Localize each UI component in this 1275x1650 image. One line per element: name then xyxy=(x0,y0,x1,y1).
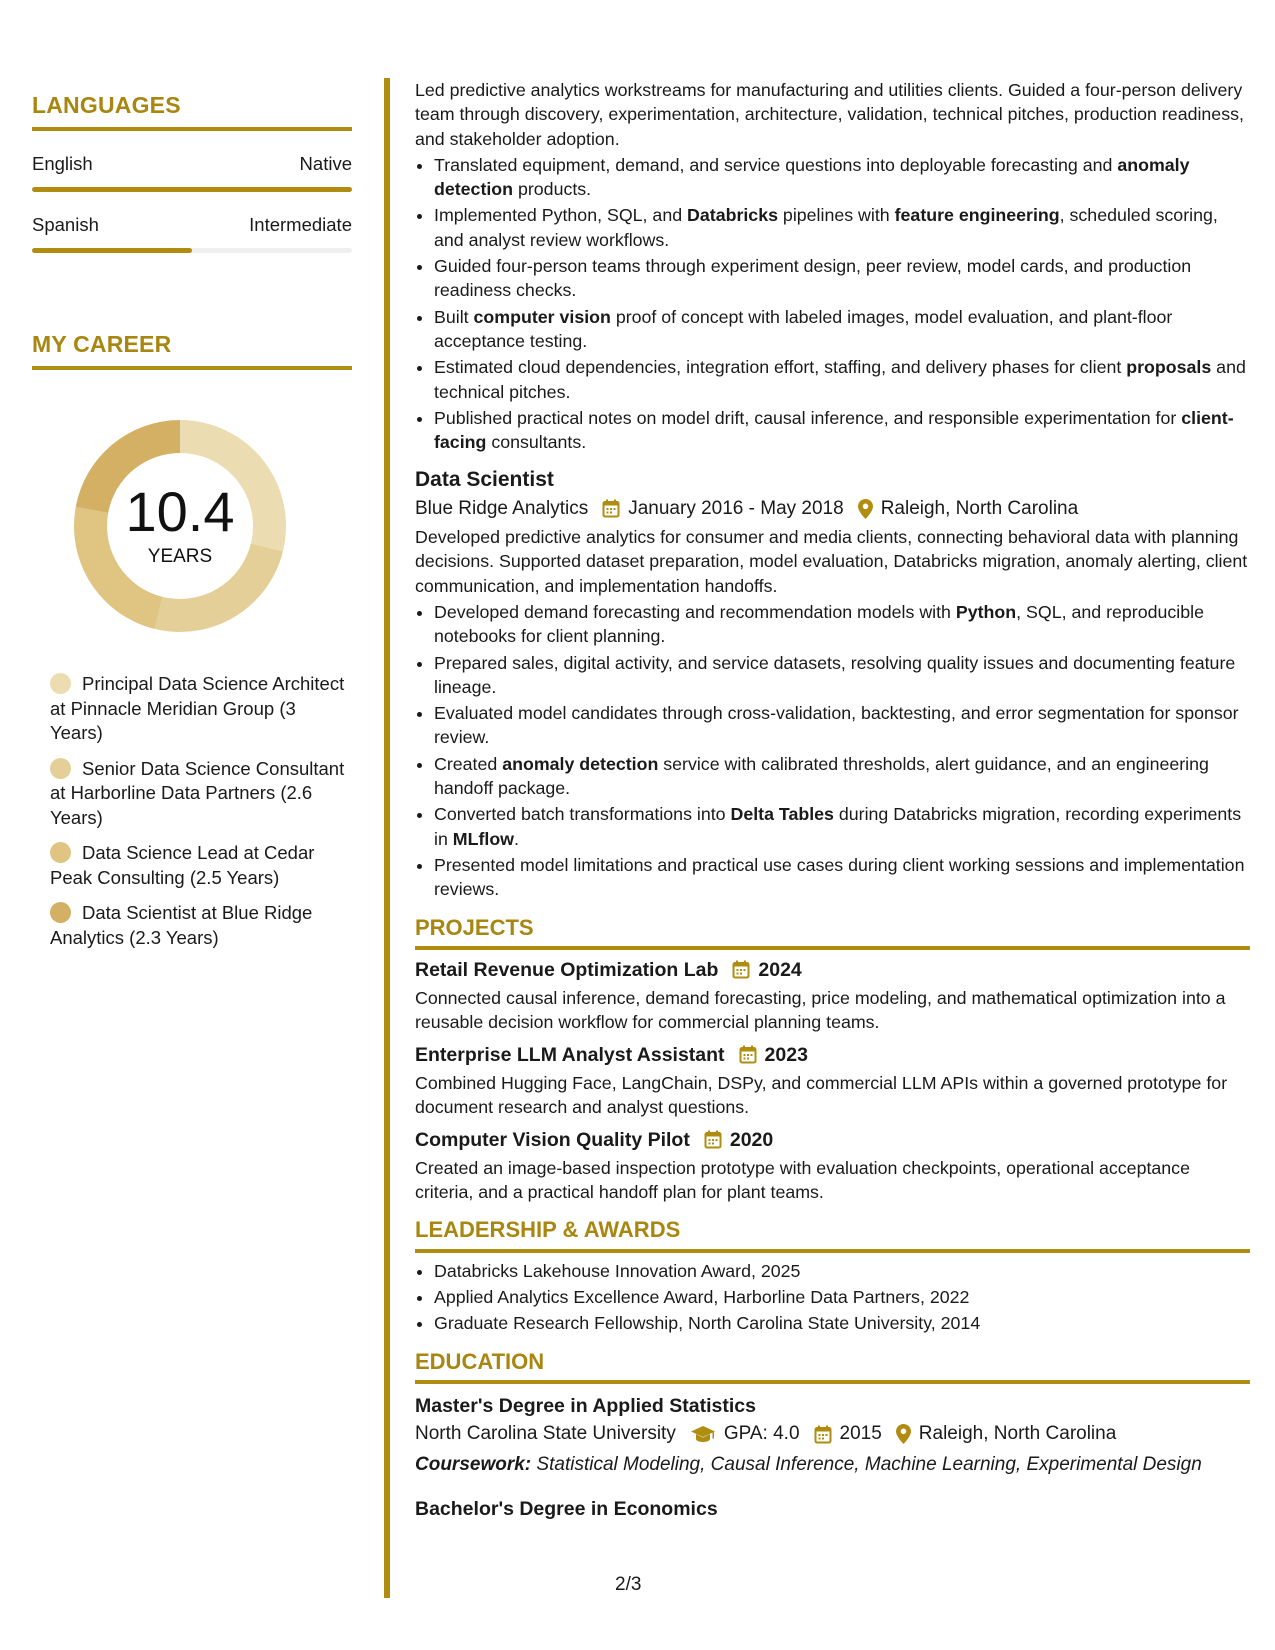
language-bar xyxy=(32,248,352,253)
legend-label: Senior Data Science Consultant at Harborline Data Partners (2.6 Years) xyxy=(50,757,345,828)
school-location: Raleigh, North Carolina xyxy=(918,1423,1117,1445)
coursework xyxy=(415,1453,1250,1477)
coursework-text: Statistical Modeling, Causal Inference, Machine Learning, Experimental Design xyxy=(536,1453,1202,1475)
degree-meta xyxy=(415,1422,1250,1446)
career-legend-item xyxy=(50,757,352,831)
career-legend-item xyxy=(50,841,352,890)
project-desc: Created an image-based inspection prototype with evaluation checkpoints, operational acceptance criteria, and a practical handoff plan for plant teams. xyxy=(415,1157,1190,1203)
legend-dot xyxy=(50,842,71,863)
language-bar xyxy=(32,187,352,192)
calendar-icon xyxy=(739,1045,757,1064)
project-year: 2023 xyxy=(764,1043,808,1066)
bullet-item: • Created anomaly detection service with calibrated thresholds, alert guidance, and an engineering handoff package. xyxy=(434,752,1250,801)
education-heading: EDUCATION xyxy=(415,1348,545,1374)
award-item: • Databricks Lakehouse Innovation Award, 2025 xyxy=(434,1259,1250,1283)
languages-rule xyxy=(32,127,352,131)
career-legend-item xyxy=(50,672,352,746)
languages-heading: LANGUAGES xyxy=(32,92,181,118)
project-desc: Connected causal inference, demand forecasting, price modeling, and mathematical optimization into a reusable decision workflow for commercial planning teams. xyxy=(415,988,1226,1033)
degree-name: Bachelor's Degree in Economics xyxy=(415,1497,718,1520)
calendar-icon xyxy=(602,499,620,518)
language-name: English xyxy=(32,153,93,174)
job-company: Blue Ridge Analytics xyxy=(415,497,589,519)
project-year: 2020 xyxy=(729,1128,774,1151)
bullet-item: • Developed demand forecasting and recommendation models with Python, SQL, and reproducible notebooks for client planning. xyxy=(434,600,1250,649)
bullet-item: • Converted batch transformations into Delta Tables during Databricks migration, recording experiments in MLflow. xyxy=(434,802,1250,851)
bullet-item: • Guided four-person teams through experiment design, peer review, model cards, and production readiness checks. xyxy=(434,254,1250,303)
career-rule xyxy=(32,366,352,370)
right-column xyxy=(415,78,1250,1521)
bullet-item: • Translated equipment, demand, and service questions into deployable forecasting and anomaly detection products. xyxy=(434,153,1250,202)
page-number: 2/3 xyxy=(615,1574,642,1595)
bullet-item: • Evaluated model candidates through cross-validation, backtesting, and error segmentation for sponsor review. xyxy=(434,701,1250,750)
job-bullets xyxy=(415,600,1250,902)
calendar-icon xyxy=(814,1425,832,1444)
legend-dot xyxy=(50,673,71,694)
career-legend xyxy=(32,672,352,950)
prev-job-summary: Led predictive analytics workstreams for manufacturing and utilities clients. Guided a four-person delivery team through discovery, experimentation, architecture, validation, technical pitches, production readiness, and stakeholder adoption. xyxy=(415,80,1244,149)
job-dates: January 2016 - May 2018 xyxy=(628,497,844,519)
projects-heading: PROJECTS xyxy=(415,914,534,940)
award-item: • Graduate Research Fellowship, North Carolina State University, 2014 xyxy=(434,1311,1250,1335)
career-donut-chart xyxy=(68,414,292,638)
language-name: Spanish xyxy=(32,214,99,235)
project-title: Computer Vision Quality Pilot xyxy=(415,1128,690,1151)
language-level: Native xyxy=(299,153,352,174)
language-english xyxy=(32,153,352,192)
bullet-item: • Estimated cloud dependencies, integration effort, staffing, and delivery phases for client proposals and technical pitches. xyxy=(434,355,1250,404)
bullet-item: • Implemented Python, SQL, and Databricks pipelines with feature engineering, scheduled scoring, and analyst review workflows. xyxy=(434,203,1250,252)
legend-label: Data Science Lead at Cedar Peak Consulting (2.5 Years) xyxy=(50,842,315,888)
location-pin-icon xyxy=(896,1424,911,1444)
language-bar-fill xyxy=(32,187,352,192)
awards-rule xyxy=(415,1249,1250,1253)
graduation-cap-icon xyxy=(690,1425,716,1443)
job-location: Raleigh, North Carolina xyxy=(880,497,1079,519)
career-legend-item xyxy=(50,901,352,950)
location-pin-icon xyxy=(858,499,873,519)
graduation-year: 2015 xyxy=(839,1423,882,1445)
project-item xyxy=(415,1043,1250,1120)
calendar-icon xyxy=(704,1130,722,1149)
column-divider xyxy=(384,78,390,1598)
project-desc: Combined Hugging Face, LangChain, DSPy, and commercial LLM APIs within a governed prototype for document research and analyst questions. xyxy=(415,1072,1228,1118)
job-title: Data Scientist xyxy=(415,468,554,492)
legend-dot xyxy=(50,902,71,923)
coursework-label: Coursework: xyxy=(415,1453,532,1475)
prev-job-bullets xyxy=(415,153,1250,455)
bullet-item: • Prepared sales, digital activity, and service datasets, resolving quality issues and documenting feature lineage. xyxy=(434,651,1250,700)
award-item: • Applied Analytics Excellence Award, Harborline Data Partners, 2022 xyxy=(434,1285,1250,1309)
language-bar-fill xyxy=(32,248,192,253)
project-item xyxy=(415,958,1250,1035)
bullet-item: • Presented model limitations and practical use cases during client working sessions and implementation reviews. xyxy=(434,853,1250,902)
legend-label: Data Scientist at Blue Ridge Analytics (2.3 Years) xyxy=(50,902,313,948)
degree-name: Master's Degree in Applied Statistics xyxy=(415,1394,756,1417)
degree-title xyxy=(415,1394,1250,1418)
project-year: 2024 xyxy=(758,958,802,981)
gpa: GPA: 4.0 xyxy=(723,1423,800,1445)
language-level: Intermediate xyxy=(249,214,352,235)
left-column xyxy=(32,92,352,961)
job-summary: Developed predictive analytics for consumer and media clients, connecting behavioral data with planning decisions. Supported dataset preparation, model evaluation, Databricks migration, anomaly alerting, client communication, and implementation handoffs. xyxy=(415,527,1248,596)
career-heading: MY CAREER xyxy=(32,331,172,357)
career-total-unit: YEARS xyxy=(147,546,213,567)
bullet-item: • Built computer vision proof of concept with labeled images, model evaluation, and plant-floor acceptance testing. xyxy=(434,305,1250,354)
project-title: Enterprise LLM Analyst Assistant xyxy=(415,1043,725,1066)
job-meta xyxy=(415,497,1250,521)
project-title: Retail Revenue Optimization Lab xyxy=(415,958,719,981)
awards-list xyxy=(415,1259,1250,1336)
education-rule xyxy=(415,1380,1250,1384)
degree-title xyxy=(415,1497,1250,1521)
legend-label: Principal Data Science Architect at Pinnacle Meridian Group (3 Years) xyxy=(50,673,345,743)
calendar-icon xyxy=(732,960,750,979)
language-spanish xyxy=(32,214,352,253)
awards-heading: LEADERSHIP & AWARDS xyxy=(415,1217,681,1243)
bullet-item: • Published practical notes on model drift, causal inference, and responsible experimentation for client-facing consultants. xyxy=(434,406,1250,455)
project-item xyxy=(415,1128,1250,1205)
projects-rule xyxy=(415,946,1250,950)
legend-dot xyxy=(50,758,71,779)
school-name: North Carolina State University xyxy=(415,1423,676,1445)
career-total-years: 10.4 xyxy=(125,480,235,543)
